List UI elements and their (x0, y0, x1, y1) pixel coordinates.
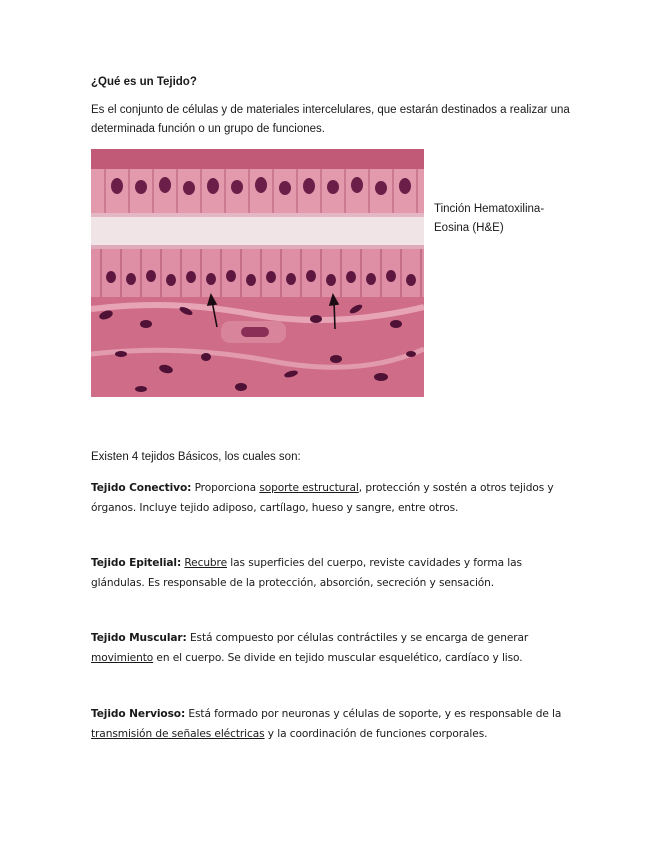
paragraph-text: Está compuesto por células contráctiles y se encarga de generar (186, 632, 529, 644)
paragraph-text: Está formado por neuronas y células de soporte, y es responsable de la (185, 708, 562, 720)
intro-paragraph: Es el conjunto de células y de materiales intercelulares, que estarán destinados a realizar una determinada función o un grupo de funciones. (91, 104, 570, 135)
page-title: ¿Qué es un Tejido? (91, 76, 197, 88)
tissue-list-intro: Existen 4 tejidos Básicos, los cuales son: (91, 451, 301, 463)
underlined-term: transmisión de señales eléctricas (91, 728, 265, 740)
paragraph-tejido-muscular (91, 628, 571, 668)
tissue-micrograph (91, 149, 424, 397)
tissue-label: Tejido Conectivo: (91, 482, 192, 494)
underlined-term: soporte estructural (259, 482, 359, 494)
paragraph-tejido-conectivo (91, 478, 571, 518)
underlined-term: movimiento (91, 652, 154, 664)
paragraph-text: Proporciona (191, 482, 260, 494)
paragraph-tejido-nervioso (91, 704, 571, 744)
paragraph-text: y la coordinación de funciones corporales. (264, 728, 488, 740)
tissue-label: Tejido Muscular: (91, 632, 187, 644)
image-caption: Tinción Hematoxilina-Eosina (H&E) (434, 203, 545, 234)
underlined-term: Recubre (184, 557, 227, 569)
micrograph-illustration (91, 149, 424, 397)
tissue-label: Tejido Epitelial: (91, 557, 182, 569)
paragraph-text: las superficies del cuerpo, reviste cavidades y forma las glándulas. Es responsable de la protección, absorción, secreción y sensación. (91, 557, 522, 589)
paragraph-tejido-epitelial (91, 553, 571, 593)
paragraph-text: , protección y sostén a otros tejidos y órganos. Incluye tejido adiposo, cartílago, hueso y sangre, entre otros. (91, 482, 554, 514)
tissue-label: Tejido Nervioso: (91, 708, 186, 720)
paragraph-text: en el cuerpo. Se divide en tejido muscular esquelético, cardíaco y liso. (153, 652, 523, 664)
